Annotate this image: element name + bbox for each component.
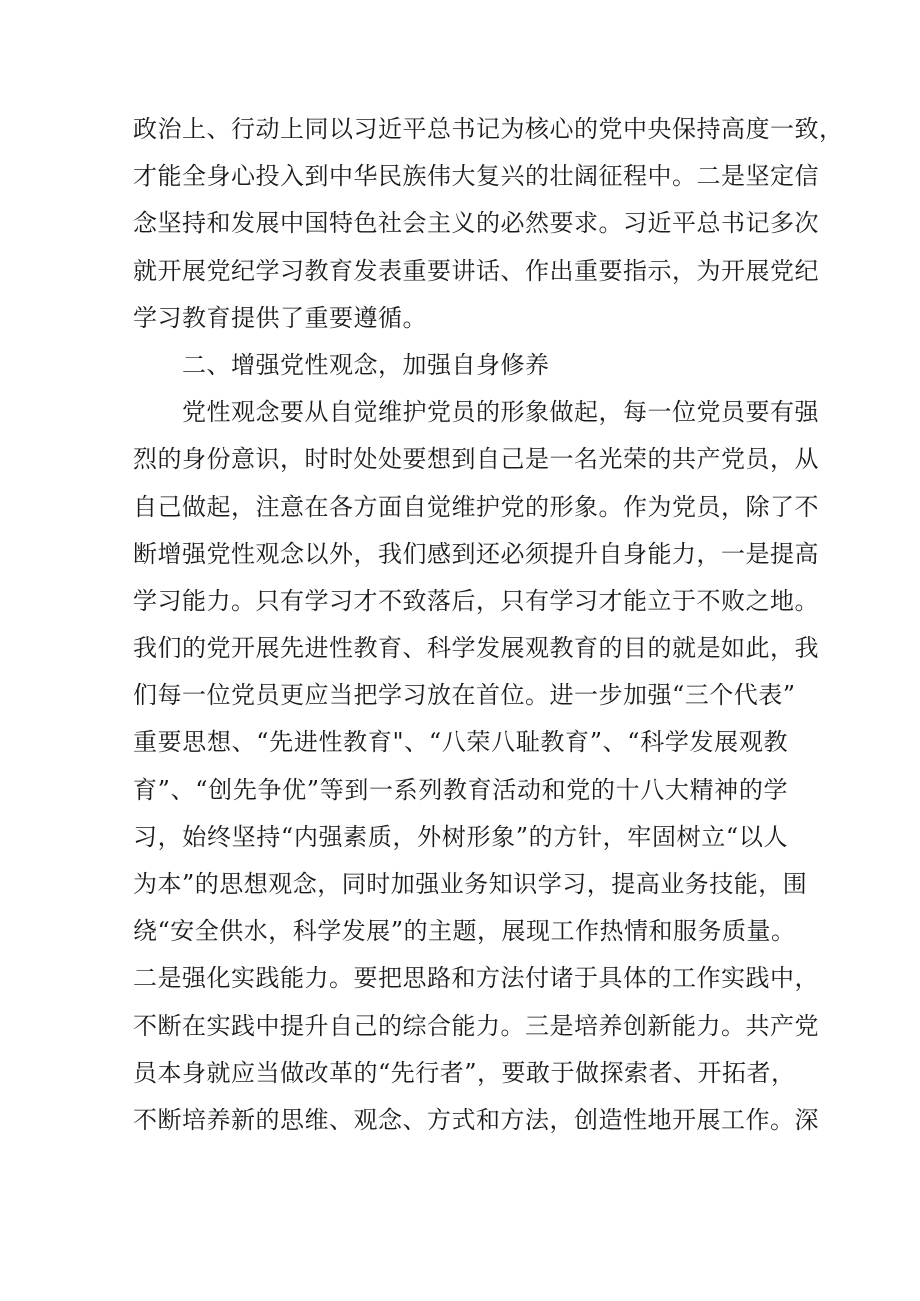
document-body bbox=[133, 106, 844, 1144]
text-line: 自己做起，注意在各方面自觉维护党的形象。作为党员，除了不 bbox=[133, 492, 819, 521]
text-line: 绕“安全供水，科学发展”的主题，展现工作热情和服务质量。 bbox=[133, 917, 796, 946]
text-line: 习，始终坚持“内强素质，外树形象”的方针，牢固树立“以人 bbox=[133, 822, 788, 851]
text-line: 念坚持和发展中国特色社会主义的必然要求。习近平总书记多次 bbox=[133, 209, 819, 238]
text-line: 为本”的思想观念，同时加强业务知识学习，提高业务技能，围 bbox=[133, 870, 808, 898]
text-line: 学习能力。只有学习才不致落后，只有学习才能立于不败之地。 bbox=[133, 586, 819, 615]
text-line: 才能全身心投入到中华民族伟大复兴的壮阔征程中。二是坚定信 bbox=[133, 162, 819, 191]
text-line: 我们的党开展先进性教育、科学发展观教育的目的就是如此，我 bbox=[133, 634, 819, 663]
text-line: 不断培养新的思维、观念、方式和方法，创造性地开展工作。深 bbox=[133, 1105, 819, 1134]
section-heading: 二、增强党性观念，加强自身修养 bbox=[182, 350, 550, 379]
text-line: 学习教育提供了重要遵循。 bbox=[133, 303, 427, 332]
text-line: 育”、“创先争优”等到一系列教育活动和党的十八大精神的学 bbox=[133, 775, 788, 804]
text-line: 就开展党纪学习教育发表重要讲话、作出重要指示，为开展党纪 bbox=[133, 256, 819, 285]
text-line: 们每一位党员更应当把学习放在首位。进一步加强“三个代表” bbox=[133, 681, 796, 710]
text-line: 烈的身份意识，时时处处要想到自己是一名光荣的共产党员，从 bbox=[133, 445, 819, 474]
text-line: 党性观念要从自觉维护党员的形象做起，每一位党员要有强 bbox=[182, 398, 819, 427]
text-line: 政治上、行动上同以习近平总书记为核心的党中央保持高度一致， bbox=[133, 115, 844, 143]
text-line: 不断在实践中提升自己的综合能力。三是培养创新能力。共产党 bbox=[133, 1011, 819, 1040]
text-line: 断增强党性观念以外，我们感到还必须提升自身能力，一是提高 bbox=[133, 539, 819, 568]
text-line: 二是强化实践能力。要把思路和方法付诸于具体的工作实践中， bbox=[133, 964, 819, 993]
text-line: 重要思想、“先进性教育"、“八荣八耻教育”、“科学发展观教 bbox=[133, 728, 788, 757]
text-line: 员本身就应当做改革的“先行者”，要敢于做探索者、开拓者， bbox=[133, 1058, 796, 1087]
